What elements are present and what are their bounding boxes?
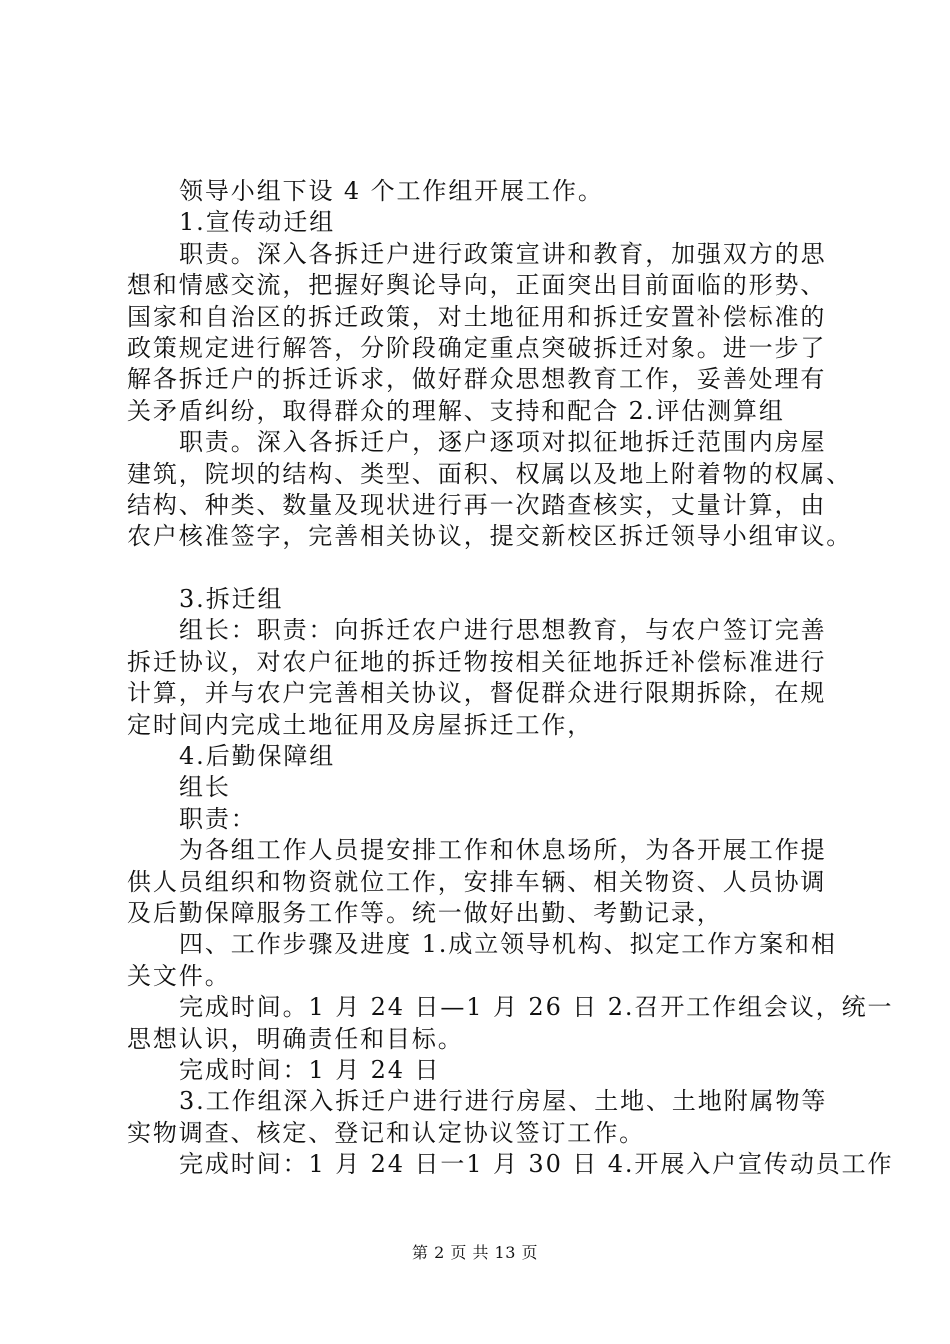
paragraph-line: 职责：: [179, 804, 257, 833]
paragraph-line: 4.后勤保障组: [179, 742, 336, 771]
paragraph-line: 建筑，院坝的结构、类型、面积、权属以及地上附着物的权属、: [127, 459, 853, 488]
paragraph-line: 供人员组织和物资就位工作，安排车辆、相关物资、人员协调: [127, 867, 827, 896]
paragraph-line: 解各拆迁户的拆迁诉求，做好群众思想教育工作，妥善处理有: [127, 365, 827, 394]
paragraph-line: 完成时间：1 月 24 日: [179, 1055, 441, 1084]
blank-line: [127, 553, 839, 584]
document-body: [127, 176, 894, 1181]
paragraph-line: 拆迁协议，对农户征地的拆迁物按相关征地拆迁补偿标准进行: [127, 647, 827, 676]
paragraph-line: 3.工作组深入拆迁户进行进行房屋、土地、土地附属物等: [179, 1087, 828, 1116]
paragraph-line: 职责。深入各拆迁户，逐户逐项对拟征地拆迁范围内房屋: [179, 428, 827, 457]
paragraph-line: 定时间内完成土地征用及房屋拆迁工作，: [127, 710, 594, 739]
paragraph-line: 及后勤保障服务工作等。统一做好出勤、考勤记录，: [127, 898, 723, 927]
paragraph-line: 政策规定进行解答，分阶段确定重点突破拆迁对象。进一步了: [127, 333, 827, 362]
paragraph-line: 国家和自治区的拆迁政策，对土地征用和拆迁安置补偿标准的: [127, 302, 827, 331]
paragraph-line: 组长: [179, 773, 231, 802]
paragraph-line: 实物调查、核定、登记和认定协议签订工作。: [127, 1118, 645, 1147]
paragraph-line: 3.拆迁组: [179, 585, 284, 614]
paragraph-line: 为各组工作人员提安排工作和休息场所，为各开展工作提: [179, 836, 827, 865]
paragraph-line: 想和情感交流，把握好舆论导向，正面突出目前面临的形势、: [127, 271, 827, 300]
paragraph-line: 四、工作步骤及进度 1.成立领导机构、拟定工作方案和相: [179, 930, 837, 959]
paragraph-line: 关文件。: [127, 961, 231, 990]
paragraph-line: 农户核准签字，完善相关协议，提交新校区拆迁领导小组审议。: [127, 522, 853, 551]
paragraph-line: 关矛盾纠纷，取得群众的理解、支持和配合 2.评估测算组: [127, 396, 785, 425]
paragraph-line: 完成时间。1 月 24 日—1 月 26 日 2.召开工作组会议，统一: [179, 993, 894, 1022]
paragraph-line: 思想认识，明确责任和目标。: [127, 1024, 464, 1053]
paragraph-line: 1.宣传动迁组: [179, 208, 336, 237]
paragraph-line: 完成时间：1 月 24 日一1 月 30 日 4.开展入户宣传动员工作: [179, 1150, 894, 1179]
paragraph-line: 职责。深入各拆迁户进行政策宣讲和教育，加强双方的思: [179, 239, 827, 268]
paragraph-line: 计算，并与农户完善相关协议，督促群众进行限期拆除，在规: [127, 679, 827, 708]
paragraph-line: 领导小组下设 4 个工作组开展工作。: [179, 177, 604, 205]
paragraph-line: 结构、种类、数量及现状进行再一次踏查核实，丈量计算，由: [127, 490, 827, 519]
paragraph-line: 组长：职责：向拆迁农户进行思想教育，与农户签订完善: [179, 616, 827, 645]
page-footer: 第 2 页 共 13 页: [412, 1243, 538, 1262]
